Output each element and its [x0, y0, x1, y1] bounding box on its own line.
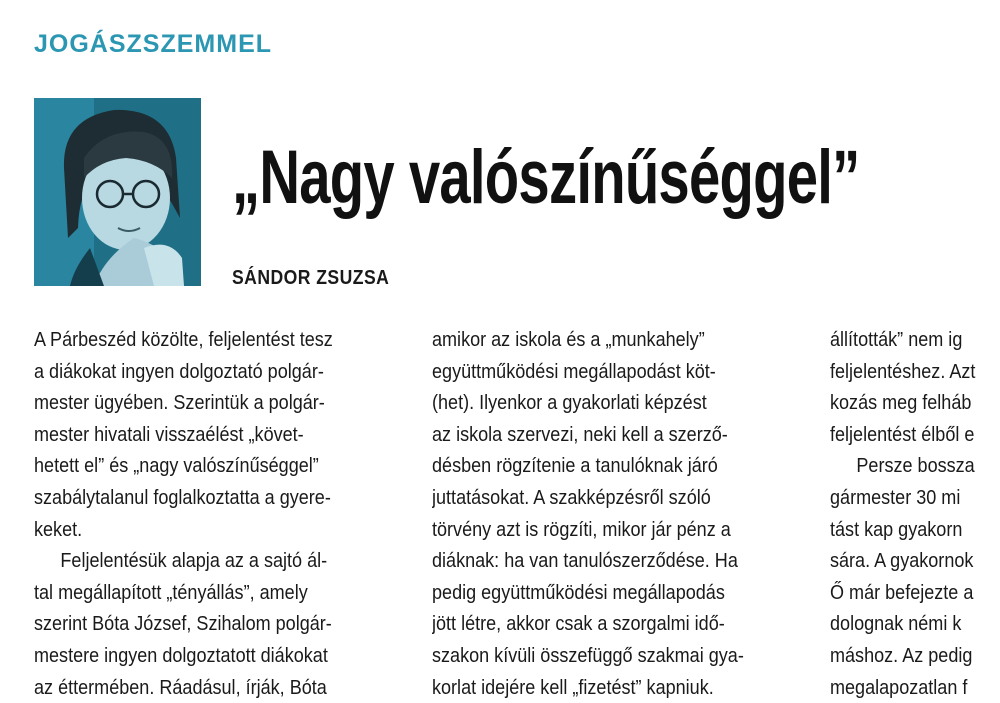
- text-line: feljelentéshez. Azt: [830, 359, 976, 383]
- text-line: törvény azt is rögzíti, mikor jár pénz a: [432, 517, 731, 541]
- text-line: juttatásokat. A szakképzésről szóló: [432, 485, 711, 509]
- text-line: Persze bossza: [856, 454, 975, 478]
- text-line: az iskola szervezi, neki kell a szerző-: [432, 422, 728, 446]
- text-line: feljelentést élből e: [830, 422, 975, 446]
- text-line: dolognak némi k: [830, 612, 962, 636]
- text-column-2: [432, 324, 798, 703]
- author-photo: [34, 98, 201, 286]
- text-line: mester ügyében. Szerintük a polgár-: [34, 391, 325, 415]
- text-line: szerint Bóta József, Szihalom polgár-: [34, 612, 332, 636]
- text-line: Ő már befejezte a: [830, 580, 974, 604]
- text-line: máshoz. Az pedig: [830, 643, 973, 667]
- text-line: désben rögzítenie a tanulóknak járó: [432, 454, 718, 478]
- text-line: mestere ingyen dolgoztatott diákokat: [34, 643, 328, 667]
- text-line: hetett el” és „nagy valószínűséggel”: [34, 454, 319, 478]
- text-line: a diákokat ingyen dolgoztató polgár-: [34, 359, 324, 383]
- text-line: együttműködési megállapodást köt-: [432, 359, 716, 383]
- text-line: kozás meg felháb: [830, 391, 972, 415]
- text-line: megalapozatlan f: [830, 675, 968, 699]
- text-line: diáknak: ha van tanulószerződése. Ha: [432, 549, 738, 573]
- text-line: szabálytalanul foglalkoztatta a gyere-: [34, 485, 331, 509]
- text-column-3: [830, 324, 1000, 703]
- text-line: sára. A gyakornok: [830, 549, 974, 573]
- text-line: mester hivatali visszaélést „követ-: [34, 422, 304, 446]
- text-line: amikor az iskola és a „munkahely”: [432, 328, 705, 351]
- author-byline: SÁNDOR ZSUZSA: [232, 267, 390, 289]
- article-headline: „Nagy valószínűséggel”: [232, 135, 860, 220]
- text-line: pedig együttműködési megállapodás: [432, 580, 725, 604]
- text-line: A Párbeszéd közölte, feljelentést tesz: [34, 328, 333, 351]
- text-line: tal megállapított „tényállás”, amely: [34, 580, 308, 604]
- text-line: korlat idejére kell „fizetést” kapniuk.: [432, 675, 714, 699]
- text-line: szakon kívüli összefüggő szakmai gya-: [432, 643, 744, 667]
- text-line: tást kap gyakorn: [830, 517, 963, 541]
- text-line: Feljelentésük alapja az a sajtó ál-: [60, 549, 328, 573]
- text-line: állították” nem ig: [830, 328, 963, 351]
- section-label: JOGÁSZSZEMMEL: [34, 30, 273, 58]
- text-line: az éttermében. Ráadásul, írják, Bóta: [34, 675, 327, 699]
- text-line: keket.: [34, 517, 83, 541]
- text-line: (het). Ilyenkor a gyakorlati képzést: [432, 391, 707, 415]
- text-column-1: [34, 324, 399, 703]
- text-line: jött létre, akkor csak a szorgalmi idő-: [432, 612, 725, 636]
- text-line: gármester 30 mi: [830, 485, 961, 509]
